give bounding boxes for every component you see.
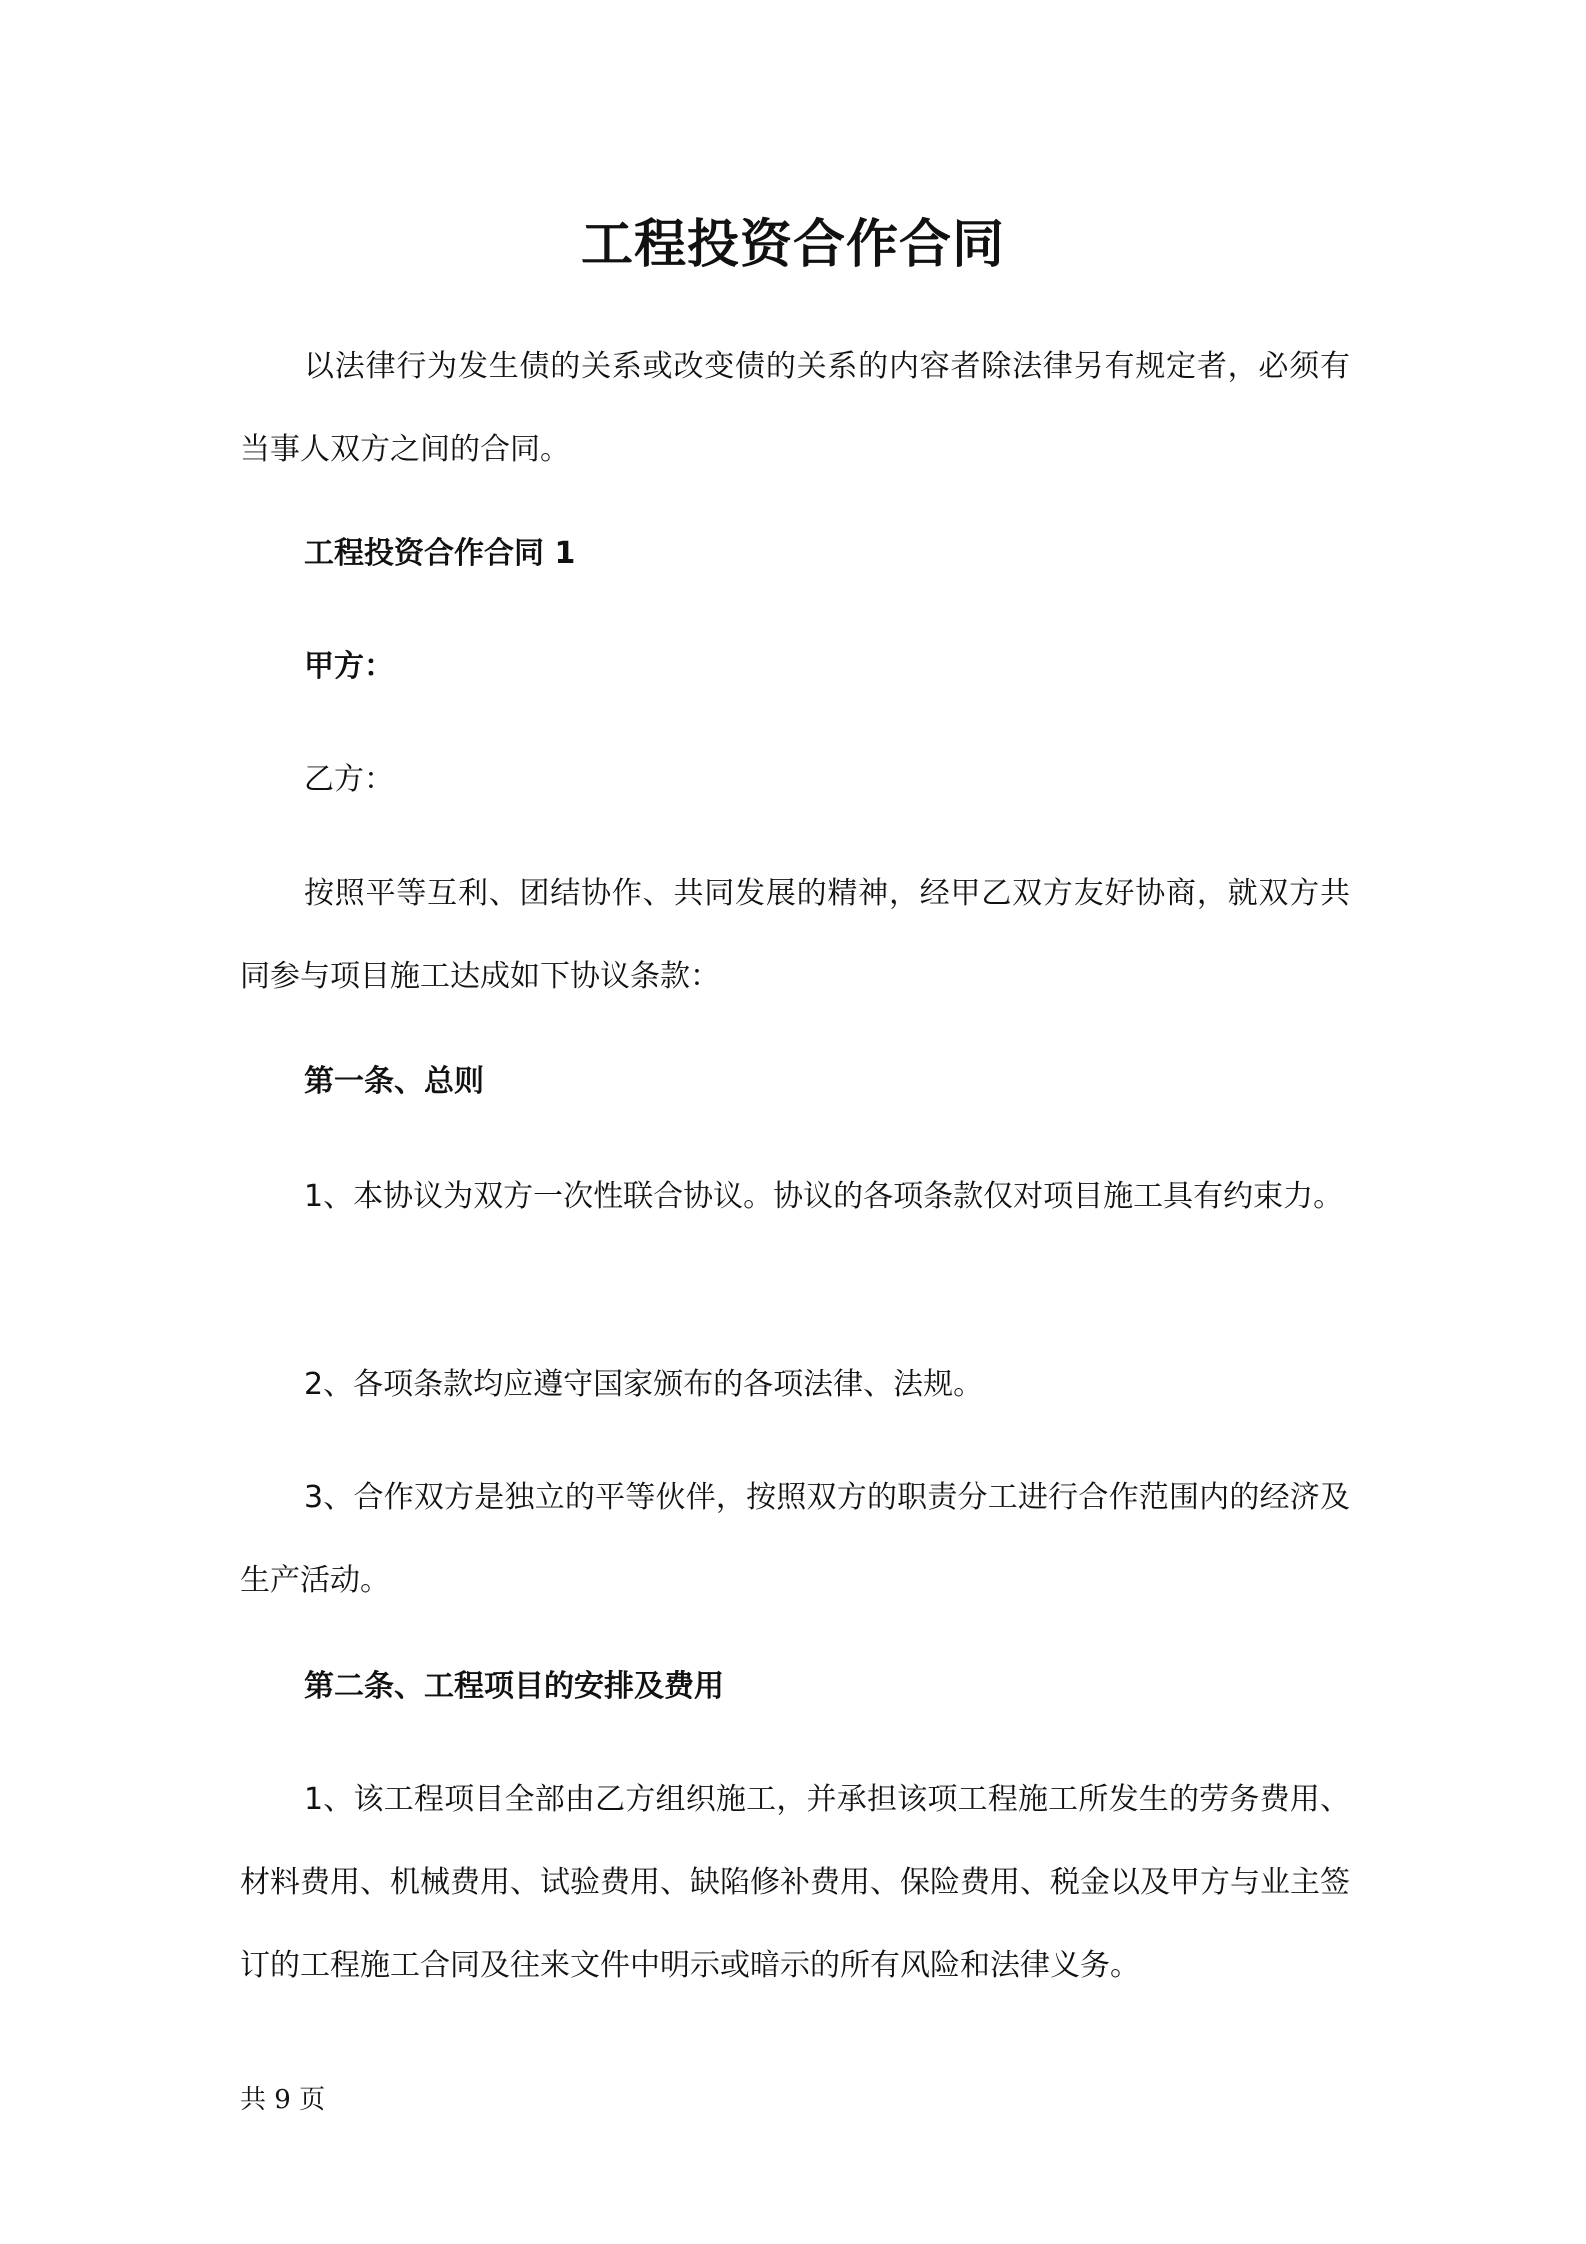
document-title: 工程投资合作合同	[580, 215, 1005, 275]
article-1-clause-1: 1、本协议为双方一次性联合协议。协议的各项条款仅对项目施工具有约束力。	[304, 1179, 1344, 1214]
article-2-heading: 第二条、工程项目的安排及费用	[304, 1669, 724, 1704]
article-1-clause-3: 3、合作双方是独立的平等伙伴，按照双方的职责分工进行合作范围内的经济及生产活动。	[240, 1480, 1350, 1598]
page-count-footer: 共 9 页	[240, 2085, 326, 2115]
article-1-clause-2: 2、各项条款均应遵守国家颁布的各项法律、法规。	[304, 1367, 984, 1402]
article-2-clause-1: 1、该工程项目全部由乙方组织施工，并承担该项工程施工所发生的劳务费用、材料费用、机械费用、试验费用、缺陷修补费用、保险费用、税金以及甲方与业主签订的工程施工合同及往来文件中明示或暗示的所有风险和法律义务。	[240, 1782, 1350, 1983]
intro-paragraph: 以法律行为发生债的关系或改变债的关系的内容者除法律另有规定者，必须有当事人双方之间的合同。	[240, 349, 1350, 467]
contract-heading: 工程投资合作合同 1	[304, 536, 576, 571]
article-1-heading: 第一条、总则	[304, 1064, 484, 1099]
party-b-label: 乙方：	[304, 762, 394, 797]
party-a-label: 甲方：	[304, 649, 394, 684]
preamble-paragraph: 按照平等互利、团结协作、共同发展的精神，经甲乙双方友好协商，就双方共同参与项目施工达成如下协议条款：	[240, 876, 1350, 994]
